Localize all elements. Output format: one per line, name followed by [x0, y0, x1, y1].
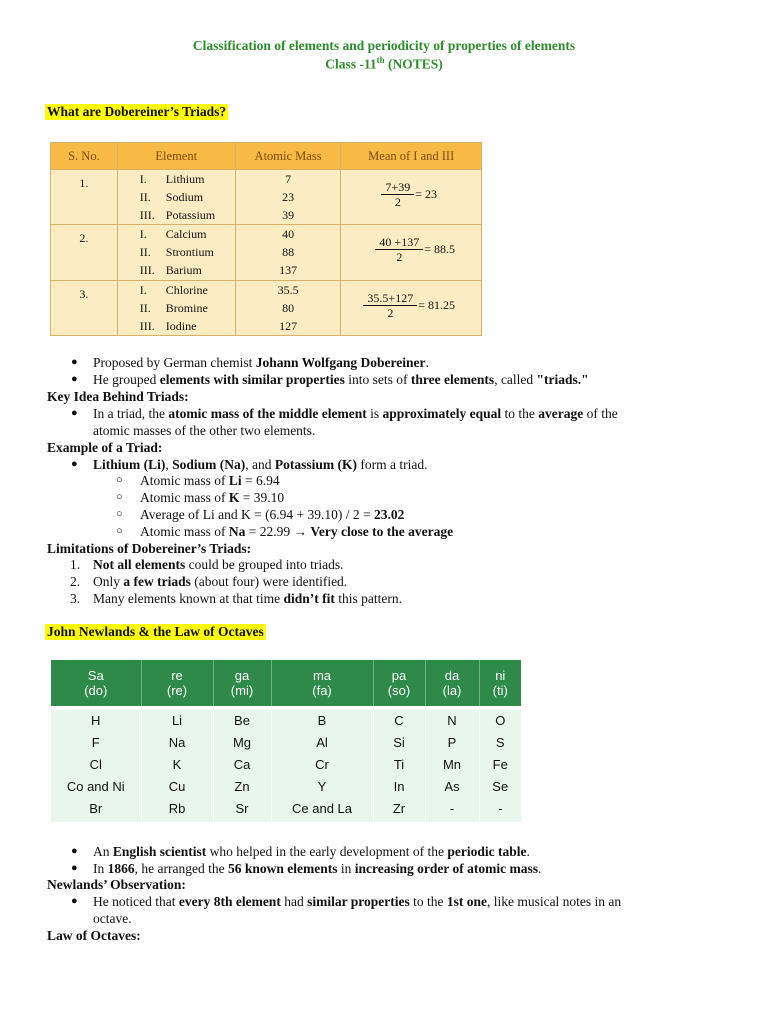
table-header-row — [51, 143, 482, 170]
element-column: N P Mn As - — [425, 710, 479, 822]
column-header: Mean of I and III — [341, 143, 482, 170]
element-column: C Si Ti In Zr — [373, 710, 425, 822]
list-item-continuation: atomic masses of the other two elements. — [93, 423, 316, 438]
serial-number: 3. — [51, 280, 118, 335]
element-list: I. Lithium II. Sodium III. Potassium — [117, 170, 235, 225]
bullet-icon: ● — [71, 373, 78, 385]
column-header: Element — [117, 143, 235, 170]
sub-list-item: ○ Average of Li and K = (6.94 + 39.10) / 2 = 23.02 — [116, 507, 405, 522]
list-item: ● In 1866, he arranged the 56 known elements in increasing order of atomic mass. — [71, 861, 542, 876]
sub-list-item: ○ Atomic mass of Na = 22.99 → Very close to the average — [116, 524, 454, 539]
serial-number: 2. — [51, 225, 118, 280]
subheading: Example of a Triad: — [47, 440, 163, 455]
column-header: ni (ti) — [479, 660, 521, 706]
table-header-row — [51, 660, 521, 706]
numbered-item: 2. Only a few triads (about four) were identified. — [70, 574, 348, 589]
list-item: ● He grouped elements with similar properties into sets of three elements, called "triads." — [71, 372, 589, 387]
list-item: ● He noticed that every 8th element had similar properties to the 1st one, like musical notes in an — [71, 894, 622, 909]
serial-number: 1. — [51, 170, 118, 225]
table-row — [51, 280, 482, 335]
element-list: I. Chlorine II. Bromine III. Iodine — [117, 280, 235, 335]
element-column: H F Cl Co and Ni Br — [51, 710, 141, 822]
circle-bullet-icon: ○ — [116, 508, 123, 520]
atomic-mass-list: 40 88 137 — [235, 225, 341, 280]
table-row — [51, 225, 482, 280]
document-title: Classification of elements and periodicity of properties of elements — [192, 38, 576, 53]
list-item: ● An English scientist who helped in the early development of the periodic table. — [71, 844, 530, 859]
sub-list-item: ○ Atomic mass of Li = 6.94 — [116, 473, 280, 488]
subheading: Key Idea Behind Triads: — [47, 389, 189, 404]
subheading: Law of Octaves: — [47, 928, 141, 943]
column-header: S. No. — [51, 143, 118, 170]
mean-value: $\frac{7+39}{2}$ = 23 — [341, 170, 482, 225]
document-subtitle: Class -11th (NOTES) — [325, 55, 443, 72]
table-row — [51, 710, 521, 822]
list-item-continuation: octave. — [93, 911, 132, 926]
list-item: ● In a triad, the atomic mass of the middle element is approximately equal to the average of the — [71, 406, 618, 421]
section-heading-newlands: John Newlands & the Law of Octaves — [47, 624, 264, 639]
sub-list-item: ○ Atomic mass of K = 39.10 — [116, 490, 285, 505]
atomic-mass-list: 7 23 39 — [235, 170, 341, 225]
column-header: ga (mi) — [213, 660, 271, 706]
circle-bullet-icon: ○ — [116, 525, 123, 537]
table-row — [51, 170, 482, 225]
bullet-icon: ● — [71, 845, 78, 857]
column-header: pa (so) — [373, 660, 425, 706]
element-list: I. Calcium II. Strontium III. Barium — [117, 225, 235, 280]
column-header: Sa (do) — [51, 660, 141, 706]
bullet-icon: ● — [71, 356, 78, 368]
section-heading-dobereiner: What are Dobereiner’s Triads? — [47, 104, 227, 119]
bullet-icon: ● — [71, 407, 78, 419]
mean-value: $\frac{40 +137}{2}$ = 88.5 — [341, 225, 482, 280]
bullet-icon: ● — [71, 458, 78, 470]
element-column: O S Fe Se - — [479, 710, 521, 822]
circle-bullet-icon: ○ — [116, 491, 123, 503]
element-column: Be Mg Ca Zn Sr — [213, 710, 271, 822]
column-header: Atomic Mass — [235, 143, 341, 170]
list-item: ● Lithium (Li), Sodium (Na), and Potassium (K) form a triad. — [71, 457, 428, 472]
column-header: ma (fa) — [271, 660, 373, 706]
element-column: Li Na K Cu Rb — [141, 710, 213, 822]
newlands-octaves-table — [51, 660, 522, 822]
bullet-icon: ● — [71, 895, 78, 907]
column-header: da (la) — [425, 660, 479, 706]
subheading: Limitations of Dobereiner’s Triads: — [47, 541, 252, 556]
column-header: re (re) — [141, 660, 213, 706]
circle-bullet-icon: ○ — [116, 474, 123, 486]
element-column: B Al Cr Y Ce and La — [271, 710, 373, 822]
list-item: ● Proposed by German chemist Johann Wolfgang Dobereiner. — [71, 355, 429, 370]
numbered-item: 3. Many elements known at that time didn’t fit this pattern. — [70, 591, 402, 606]
dobereiner-triads-table — [50, 142, 482, 336]
bullet-icon: ● — [71, 862, 78, 874]
subheading: Newlands’ Observation: — [47, 877, 186, 892]
numbered-item: 1. Not all elements could be grouped into triads. — [70, 557, 344, 572]
atomic-mass-list: 35.5 80 127 — [235, 280, 341, 335]
mean-value: $\frac{35.5+127}{2}$ = 81.25 — [341, 280, 482, 335]
